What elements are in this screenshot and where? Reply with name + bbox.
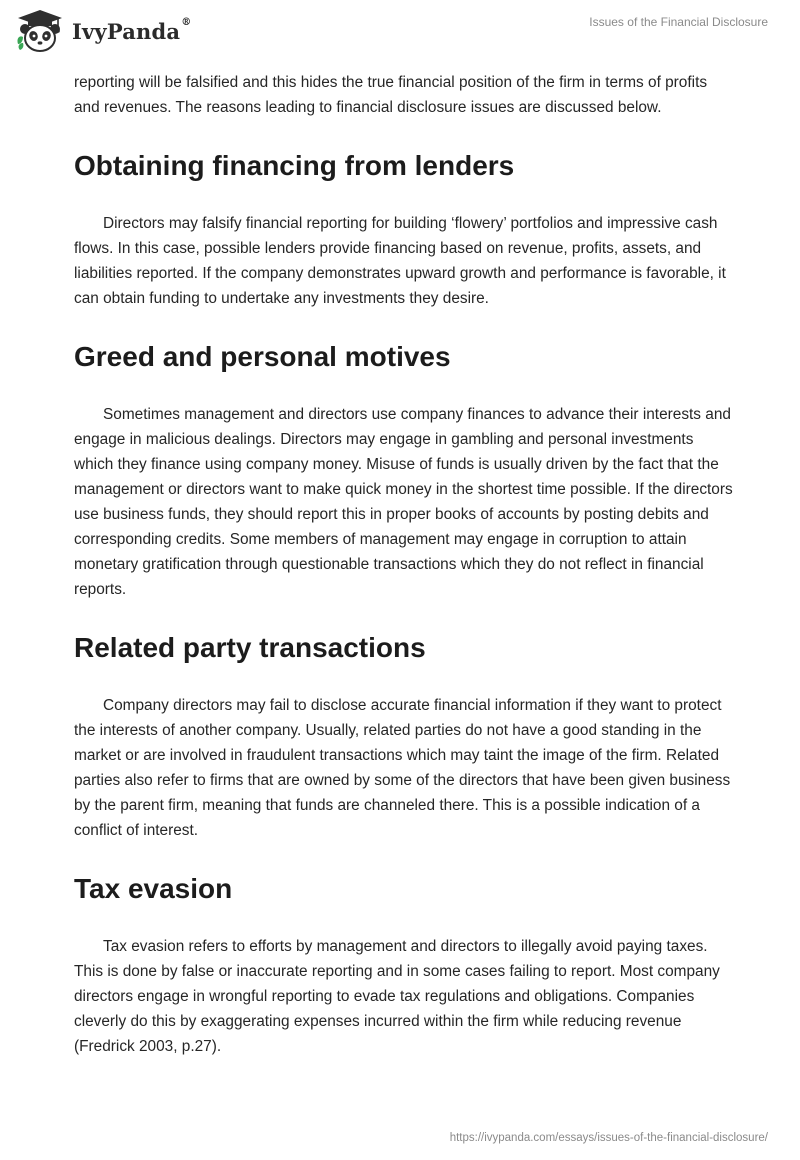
section-body-tax-evasion: Tax evasion refers to efforts by management and directors to illegally avoid paying taxes. This is done by false or inaccurate reporting and in some cases failing to report. Most company directors engage in wrongful reporting to evade tax regulations and obligations. Companies cleverly do this by exaggerating expenses incurred within the firm while reducing revenue (Fredrick 2003, p.27).	[74, 938, 720, 1055]
page-header	[0, 0, 800, 68]
section-body-related-party: Company directors may fail to disclose accurate financial information if they want to protect the interests of another company. Usually, related parties do not have a good standing in the market or are involved in fraudulent transactions which may taint the image of the firm. Related parties also refer to firms that are owned by some of the directors that have been given business by the parent firm, meaning that funds are channeled there. This is a possible indication of a conflict of interest.	[74, 697, 731, 839]
source-url[interactable]: https://ivypanda.com/essays/issues-of-the-financial-disclosure/	[449, 1132, 768, 1144]
section-body-financing: Directors may falsify financial reporting for building ‘flowery’ portfolios and impressive cash flows. In this case, possible lenders provide financing based on revenue, profits, assets, and liabilities reported. If the company demonstrates upward growth and performance is favorable, it can obtain funding to undertake any investments they desire.	[74, 215, 726, 307]
ivypanda-logo[interactable]	[14, 8, 191, 54]
section-body-greed: Sometimes management and directors use company finances to advance their interests and engage in malicious dealings. Directors may engage in gambling and personal investments which they finance using company money. Misuse of funds is usually driven by the fact that the management or directors want to make quick money in the shortest time possible. If the directors use business funds, they should report this in proper books of accounts by posting debits and corresponding credits. Some members of management may engage in corruption to attain monetary gratification through questionable transactions which they do not reflect in financial reports.	[74, 406, 733, 598]
section-heading-financing: Obtaining financing from lenders	[74, 150, 515, 181]
panda-graduation-cap-icon	[14, 8, 66, 54]
section-heading-related-party: Related party transactions	[74, 632, 426, 663]
section-heading-greed: Greed and personal motives	[74, 341, 451, 372]
essay-content	[74, 70, 734, 1059]
logo-text: IvyPanda®	[72, 16, 192, 44]
document-title: Issues of the Financial Disclosure	[589, 15, 768, 29]
section-heading-tax-evasion: Tax evasion	[74, 873, 233, 904]
intro-paragraph: reporting will be falsified and this hides the true financial position of the firm in terms of profits and revenues. The reasons leading to financial disclosure issues are discussed below.	[74, 74, 708, 116]
registered-mark: ®	[181, 16, 192, 28]
